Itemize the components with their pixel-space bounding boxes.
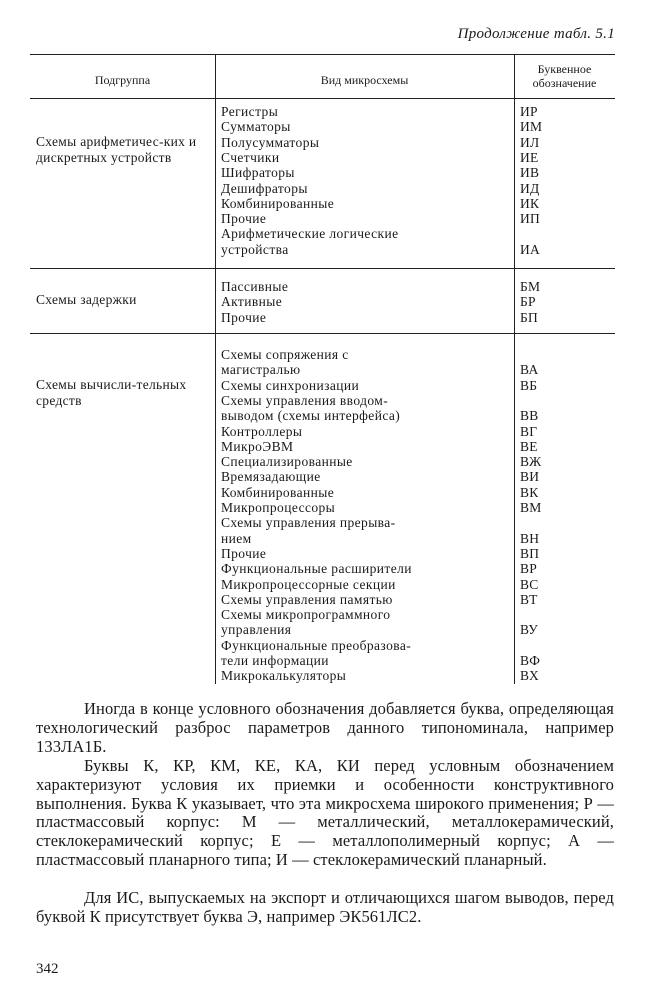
paragraph-1: Иногда в конце условного обозначения добавляется буква, определяющая технологический разброс параметров данного типономинала, например 133ЛА1Б. [36, 699, 614, 756]
chip-type: Функциональные расширители [221, 561, 412, 577]
table-col-divider-2 [514, 54, 515, 684]
chip-type: Контроллеры [221, 423, 303, 439]
letter-code: ИМ [520, 119, 543, 135]
table-header-rule [30, 98, 615, 99]
header-code-line1: Буквенное [537, 62, 592, 76]
table-caption: Продолжение табл. 5.1 [457, 26, 615, 42]
letter-code: БМ [520, 279, 541, 294]
letter-code: ИП [520, 211, 541, 227]
letter-code: ИК [520, 195, 540, 211]
chip-type: Арифметические логические [221, 226, 399, 242]
chip-type: Микрокалькуляторы [221, 668, 347, 684]
chip-type: управления [221, 622, 292, 638]
letter-code: ВХ [520, 668, 540, 684]
chip-type: Функциональные преобразова- [221, 637, 412, 653]
chip-type: устройства [221, 241, 289, 257]
letter-code: ВУ [520, 622, 539, 638]
chip-type: Схемы синхронизации [221, 377, 360, 393]
subgroup-name: Схемы задержки [36, 292, 137, 307]
chip-type: тели информации [221, 653, 329, 668]
chip-type: МикроЭВМ [221, 438, 294, 454]
letter-code: ИА [520, 241, 541, 257]
letter-code: БР [520, 294, 536, 310]
chip-type: Счетчики [221, 149, 280, 165]
chip-type: Комбинированные [221, 484, 335, 500]
chip-type: Пассивные [221, 279, 289, 294]
letter-code: ВА [520, 362, 539, 378]
letter-code: ВФ [520, 653, 541, 668]
subgroup-name: Схемы арифметичес-ких и дискретных устройств [36, 134, 197, 165]
chip-type: Схемы управления памятью [221, 591, 393, 607]
header-code-line2: обозначение [532, 76, 597, 90]
letter-code: ИР [520, 104, 538, 119]
table-top-rule [30, 54, 615, 55]
letter-code: ИЕ [520, 149, 539, 165]
letter-code: ВН [520, 530, 540, 546]
chip-type: нием [221, 530, 252, 546]
chip-type: Схемы управления вводом- [221, 392, 389, 408]
chip-type: Шифраторы [221, 165, 295, 181]
paragraph-3: Для ИС, выпускаемых на экспорт и отличающихся шагом выводов, перед буквой К присутствует буква Э, например ЭК561ЛС2. [36, 888, 614, 926]
letter-code: ВТ [520, 591, 538, 607]
chip-type: Комбинированные [221, 195, 335, 211]
chip-type: выводом (схемы интерфейса) [221, 408, 401, 424]
chip-type: Микропроцессорные секции [221, 576, 396, 592]
letter-code: ВВ [520, 408, 539, 424]
chip-type: Регистры [221, 104, 279, 119]
letter-code: ВИ [520, 469, 540, 485]
chip-type: Времязадающие [221, 469, 321, 485]
chip-type: Схемы управления прерыва- [221, 515, 396, 531]
table-col-divider-1 [215, 54, 216, 684]
subgroup-name: Схемы вычисли-тельных средств [36, 377, 187, 408]
letter-code: ВГ [520, 423, 538, 439]
paragraph-2: Буквы К, КР, КМ, КЕ, КА, КИ перед условным обозначением характеризуют условия их приемки и особенности конструктивного выполнения. Буква К указывает, что эта микросхема широкого применения; Р — пластмассовый корпус: М — металлический, металлокерамический, стеклокерамический корпус; Е — металлополимерный корпус; А — пластмассовый планарного типа; И — стеклокерамический планарный. [36, 756, 614, 869]
chip-type: Схемы микропрограммного [221, 607, 391, 623]
chip-type: Прочие [221, 211, 267, 227]
header-type: Вид микросхемы [320, 73, 409, 87]
chip-type: Микропроцессоры [221, 500, 336, 515]
chip-type: Полусумматоры [221, 134, 320, 150]
group-separator-2 [30, 333, 615, 334]
letter-code: ВЖ [520, 454, 542, 470]
letter-code: ВС [520, 576, 539, 592]
letter-code: ВМ [520, 500, 542, 515]
letter-code: БП [520, 309, 539, 325]
letter-code: ИВ [520, 165, 540, 181]
group-separator-1 [30, 268, 615, 269]
chip-type: Прочие [221, 309, 267, 325]
chip-type: Дешифраторы [221, 180, 308, 196]
header-code [514, 62, 615, 90]
chip-type: Специализированные [221, 454, 353, 470]
page-number: 342 [36, 961, 59, 977]
chip-type: Сумматоры [221, 119, 291, 135]
letter-code: ИД [520, 180, 540, 196]
letter-code: ВР [520, 561, 538, 577]
chip-type: Прочие [221, 545, 267, 561]
letter-code: ВК [520, 484, 539, 500]
letter-code: ИЛ [520, 134, 540, 150]
letter-code: ВП [520, 545, 540, 561]
letter-code: ВБ [520, 377, 538, 393]
chip-type: магистралью [221, 362, 301, 378]
chip-type: Схемы сопряжения с [221, 347, 349, 362]
header-subgroup: Подгруппа [94, 73, 151, 87]
chip-type: Активные [221, 294, 283, 310]
letter-code: ВЕ [520, 438, 538, 454]
